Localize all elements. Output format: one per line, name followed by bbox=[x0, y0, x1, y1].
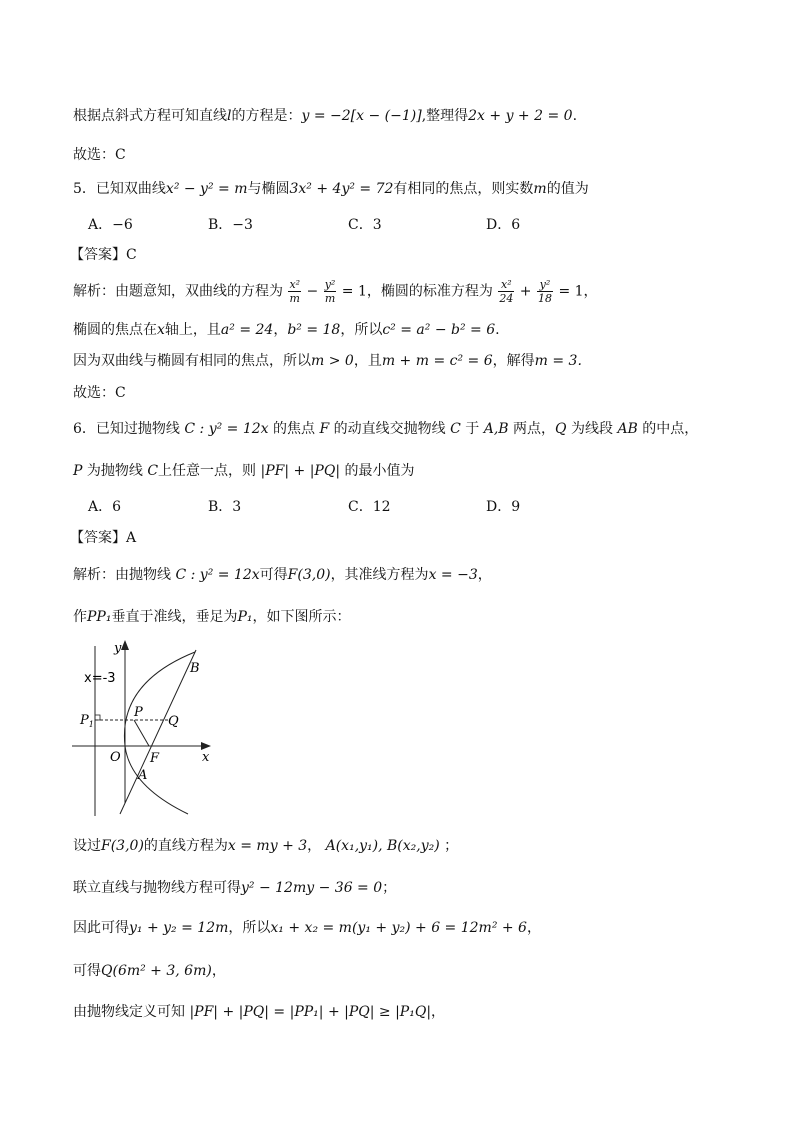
text-segment: 作 bbox=[73, 609, 87, 625]
math-equation: m > 0 bbox=[311, 353, 354, 369]
fraction-denominator: m bbox=[324, 292, 336, 305]
option-a: A．−6 bbox=[88, 217, 133, 233]
question-6-line-1 bbox=[73, 419, 698, 439]
label-b: B bbox=[190, 661, 200, 676]
math-equation: |PF| + |PQ| = |PP₁| + |PQ| ≥ |P₁Q| bbox=[189, 1004, 432, 1020]
text-segment: ， bbox=[431, 1004, 446, 1020]
text-segment: 因此可得 bbox=[73, 920, 129, 936]
text-segment: 可得 bbox=[73, 963, 101, 979]
text-segment: ， bbox=[307, 838, 322, 854]
fraction-denominator: 18 bbox=[537, 292, 552, 305]
text-segment: 根据点斜式方程可知直线 bbox=[73, 108, 227, 124]
text-segment: 设过 bbox=[73, 838, 101, 854]
x-axis-arrow bbox=[201, 742, 211, 750]
segment-pf bbox=[134, 720, 149, 746]
text-segment: ，所以 bbox=[228, 920, 271, 936]
solution-5-line-3 bbox=[73, 351, 582, 371]
solution-6-line-2 bbox=[73, 607, 351, 627]
text-segment: ， bbox=[526, 920, 541, 936]
fraction-numerator: x² bbox=[498, 278, 514, 292]
math-var: C bbox=[450, 421, 461, 437]
math-equation: c² = a² − b² = 6 bbox=[382, 322, 496, 338]
text-segment: 有相同的焦点，则实数 bbox=[393, 181, 534, 197]
text-segment: 两点， bbox=[513, 421, 556, 437]
solution-6-line-5 bbox=[73, 918, 541, 938]
text-segment: ； bbox=[444, 838, 459, 854]
solution-6-line-7 bbox=[73, 1002, 445, 1022]
math-var: l bbox=[227, 108, 232, 124]
solution-5-line-1: 解析：由题意知，双曲线的方程为 $\frac{\text{x²}}{m}$ − $\frac{\text{y²}}{m}$ = 1，椭圆的标准方程为 $\frac{\text{x²}}{24}$ + $\frac{\text{y²}}{18}$ = 1， bbox=[73, 278, 598, 305]
answer-line: 故选：C bbox=[73, 147, 126, 163]
fraction-denominator: 24 bbox=[499, 292, 514, 305]
text-segment: ， bbox=[583, 283, 598, 300]
text-segment: 于 bbox=[465, 421, 480, 437]
fraction-denominator: m bbox=[289, 292, 300, 305]
text-segment: 椭圆的焦点在 bbox=[73, 322, 157, 338]
parabola-diagram bbox=[70, 638, 220, 822]
answer-label: 【答案】C bbox=[70, 247, 137, 263]
text-segment: 轴上，且 bbox=[164, 322, 221, 338]
line-ab bbox=[120, 650, 196, 814]
text-segment: 6．已知过抛物线 bbox=[73, 421, 180, 437]
text-segment: ，且 bbox=[353, 353, 382, 369]
option-a: A．6 bbox=[88, 499, 122, 515]
fraction-numerator: x² bbox=[289, 278, 301, 291]
label-f: F bbox=[150, 751, 160, 766]
text-segment: 的中点， bbox=[642, 421, 699, 437]
text-segment: 5．已知双曲线 bbox=[73, 181, 166, 197]
text-segment: ； bbox=[382, 880, 397, 896]
text-segment: 上任意一点，则 bbox=[158, 463, 257, 479]
solution-6-line-4 bbox=[73, 878, 396, 898]
math-equation: x² − y² = m bbox=[165, 181, 248, 197]
math-equation: 2x + y + 2 = 0 bbox=[468, 108, 573, 124]
math-equation: y = −2[x − (−1)] bbox=[301, 108, 422, 124]
text-line-1 bbox=[73, 106, 577, 126]
math-var: Q bbox=[555, 421, 567, 437]
math-var: AB bbox=[617, 421, 638, 437]
label-p1: $P_1$ bbox=[80, 713, 94, 729]
question-5 bbox=[73, 179, 589, 199]
text-segment: 联立直线与抛物线方程可得 bbox=[73, 880, 241, 896]
solution-6-line-6 bbox=[73, 961, 226, 981]
math-var: m bbox=[533, 181, 547, 197]
math-equation: y₁ + y₂ = 12m bbox=[129, 920, 229, 936]
option-d: D．9 bbox=[486, 499, 521, 515]
option-c: C．12 bbox=[348, 499, 391, 515]
fraction bbox=[324, 278, 337, 305]
math-equation: b² = 18 bbox=[287, 322, 341, 338]
text-segment: 的方程是： bbox=[231, 108, 302, 124]
math-var: A,B bbox=[483, 421, 509, 437]
label-o: O bbox=[110, 750, 121, 765]
text-segment: 与椭圆 bbox=[247, 181, 290, 197]
parabola-figure bbox=[70, 638, 220, 818]
math-var: C bbox=[147, 463, 159, 479]
text-segment: ,整理得 bbox=[421, 108, 469, 124]
text-segment: 解析：由抛物线 bbox=[73, 567, 171, 583]
math-equation: x = my + 3 bbox=[227, 838, 308, 854]
math-equation: a² = 24 bbox=[220, 322, 274, 338]
text-segment: 的直线方程为 bbox=[143, 838, 228, 854]
answer-line: 故选：C bbox=[73, 385, 126, 401]
text-segment: ，解得 bbox=[492, 353, 535, 369]
parabola-curve bbox=[124, 652, 195, 814]
text-segment: 的动直线交抛物线 bbox=[333, 421, 446, 437]
option-d: D．6 bbox=[486, 217, 521, 233]
solution-6-line-1 bbox=[73, 565, 492, 585]
text-segment: 的焦点 bbox=[273, 421, 316, 437]
option-b: B．3 bbox=[208, 499, 242, 515]
text-segment: ， bbox=[211, 963, 226, 979]
answer-label: 【答案】A bbox=[70, 530, 137, 546]
text-segment: 垂直于准线，垂足为 bbox=[111, 609, 238, 625]
text-segment: 可得 bbox=[259, 567, 288, 583]
math-equation: x = −3 bbox=[428, 567, 478, 583]
math-equation: = 1 bbox=[341, 283, 367, 300]
math-var: F bbox=[319, 421, 330, 437]
text-segment: ，椭圆的标准方程为 bbox=[366, 283, 493, 300]
text-segment: ，其准线方程为 bbox=[330, 567, 429, 583]
math-var: PP₁ bbox=[87, 609, 112, 625]
math-var: x bbox=[157, 322, 165, 338]
math-equation: F(3,0) bbox=[101, 838, 144, 854]
label-y: y bbox=[114, 641, 122, 656]
solution-6-line-3 bbox=[73, 836, 458, 856]
label-p: P bbox=[134, 705, 143, 720]
right-angle-mark bbox=[95, 715, 100, 720]
label-q: Q bbox=[168, 714, 179, 729]
text-segment: 的值为 bbox=[546, 181, 589, 197]
fraction bbox=[288, 278, 301, 305]
math-equation: Q(6m² + 3, 6m) bbox=[101, 963, 212, 979]
fraction bbox=[537, 278, 553, 305]
text-segment: 由抛物线定义可知 bbox=[73, 1004, 185, 1020]
label-directrix: x=-3 bbox=[84, 671, 116, 686]
math-equation: m = 3. bbox=[534, 353, 582, 369]
question-6-line-2 bbox=[73, 461, 414, 481]
label-x: x bbox=[202, 750, 210, 765]
text-segment: . bbox=[572, 108, 578, 124]
math-equation: 3x² + 4y² = 72 bbox=[289, 181, 394, 197]
label-a: A bbox=[138, 768, 148, 783]
text-segment: ， bbox=[477, 567, 492, 583]
fraction bbox=[498, 278, 514, 305]
math-equation: = 1 bbox=[558, 283, 584, 300]
math-var: P₁ bbox=[237, 609, 253, 625]
math-var: P bbox=[73, 463, 83, 479]
text-segment: 因为双曲线与椭圆有相同的焦点，所以 bbox=[73, 353, 311, 369]
fraction-numerator: y² bbox=[537, 278, 553, 292]
math-equation: C : y² = 12x bbox=[184, 421, 269, 437]
math-equation: x₁ + x₂ = m(y₁ + y₂) + 6 = 12m² + 6 bbox=[270, 920, 527, 936]
math-equation: |PF| + |PQ| bbox=[260, 463, 341, 479]
math-equation: A(x₁,y₁), B(x₂,y₂) bbox=[325, 838, 440, 854]
math-equation: y² − 12my − 36 = 0 bbox=[241, 880, 383, 896]
text-segment: ，所以 bbox=[340, 322, 383, 338]
fraction-numerator: y² bbox=[324, 278, 336, 291]
text-segment: 为线段 bbox=[570, 421, 613, 437]
text-segment: ，如下图所示： bbox=[252, 609, 351, 625]
option-b: B．−3 bbox=[208, 217, 253, 233]
text-segment: 的最小值为 bbox=[344, 463, 415, 479]
solution-5-line-2: 椭圆的焦点在x轴上，且a² = 24，b² = 18，所以c² = a² − b² = 6. bbox=[73, 322, 500, 338]
math-equation: m + m = c² = 6 bbox=[381, 353, 493, 369]
math-equation: F(3,0) bbox=[287, 567, 331, 583]
option-c: C．3 bbox=[348, 217, 382, 233]
text-segment: 为抛物线 bbox=[86, 463, 143, 479]
math-equation: C : y² = 12x bbox=[175, 567, 260, 583]
text-segment: 解析：由题意知，双曲线的方程为 bbox=[73, 283, 283, 300]
y-axis-arrow bbox=[121, 640, 129, 650]
